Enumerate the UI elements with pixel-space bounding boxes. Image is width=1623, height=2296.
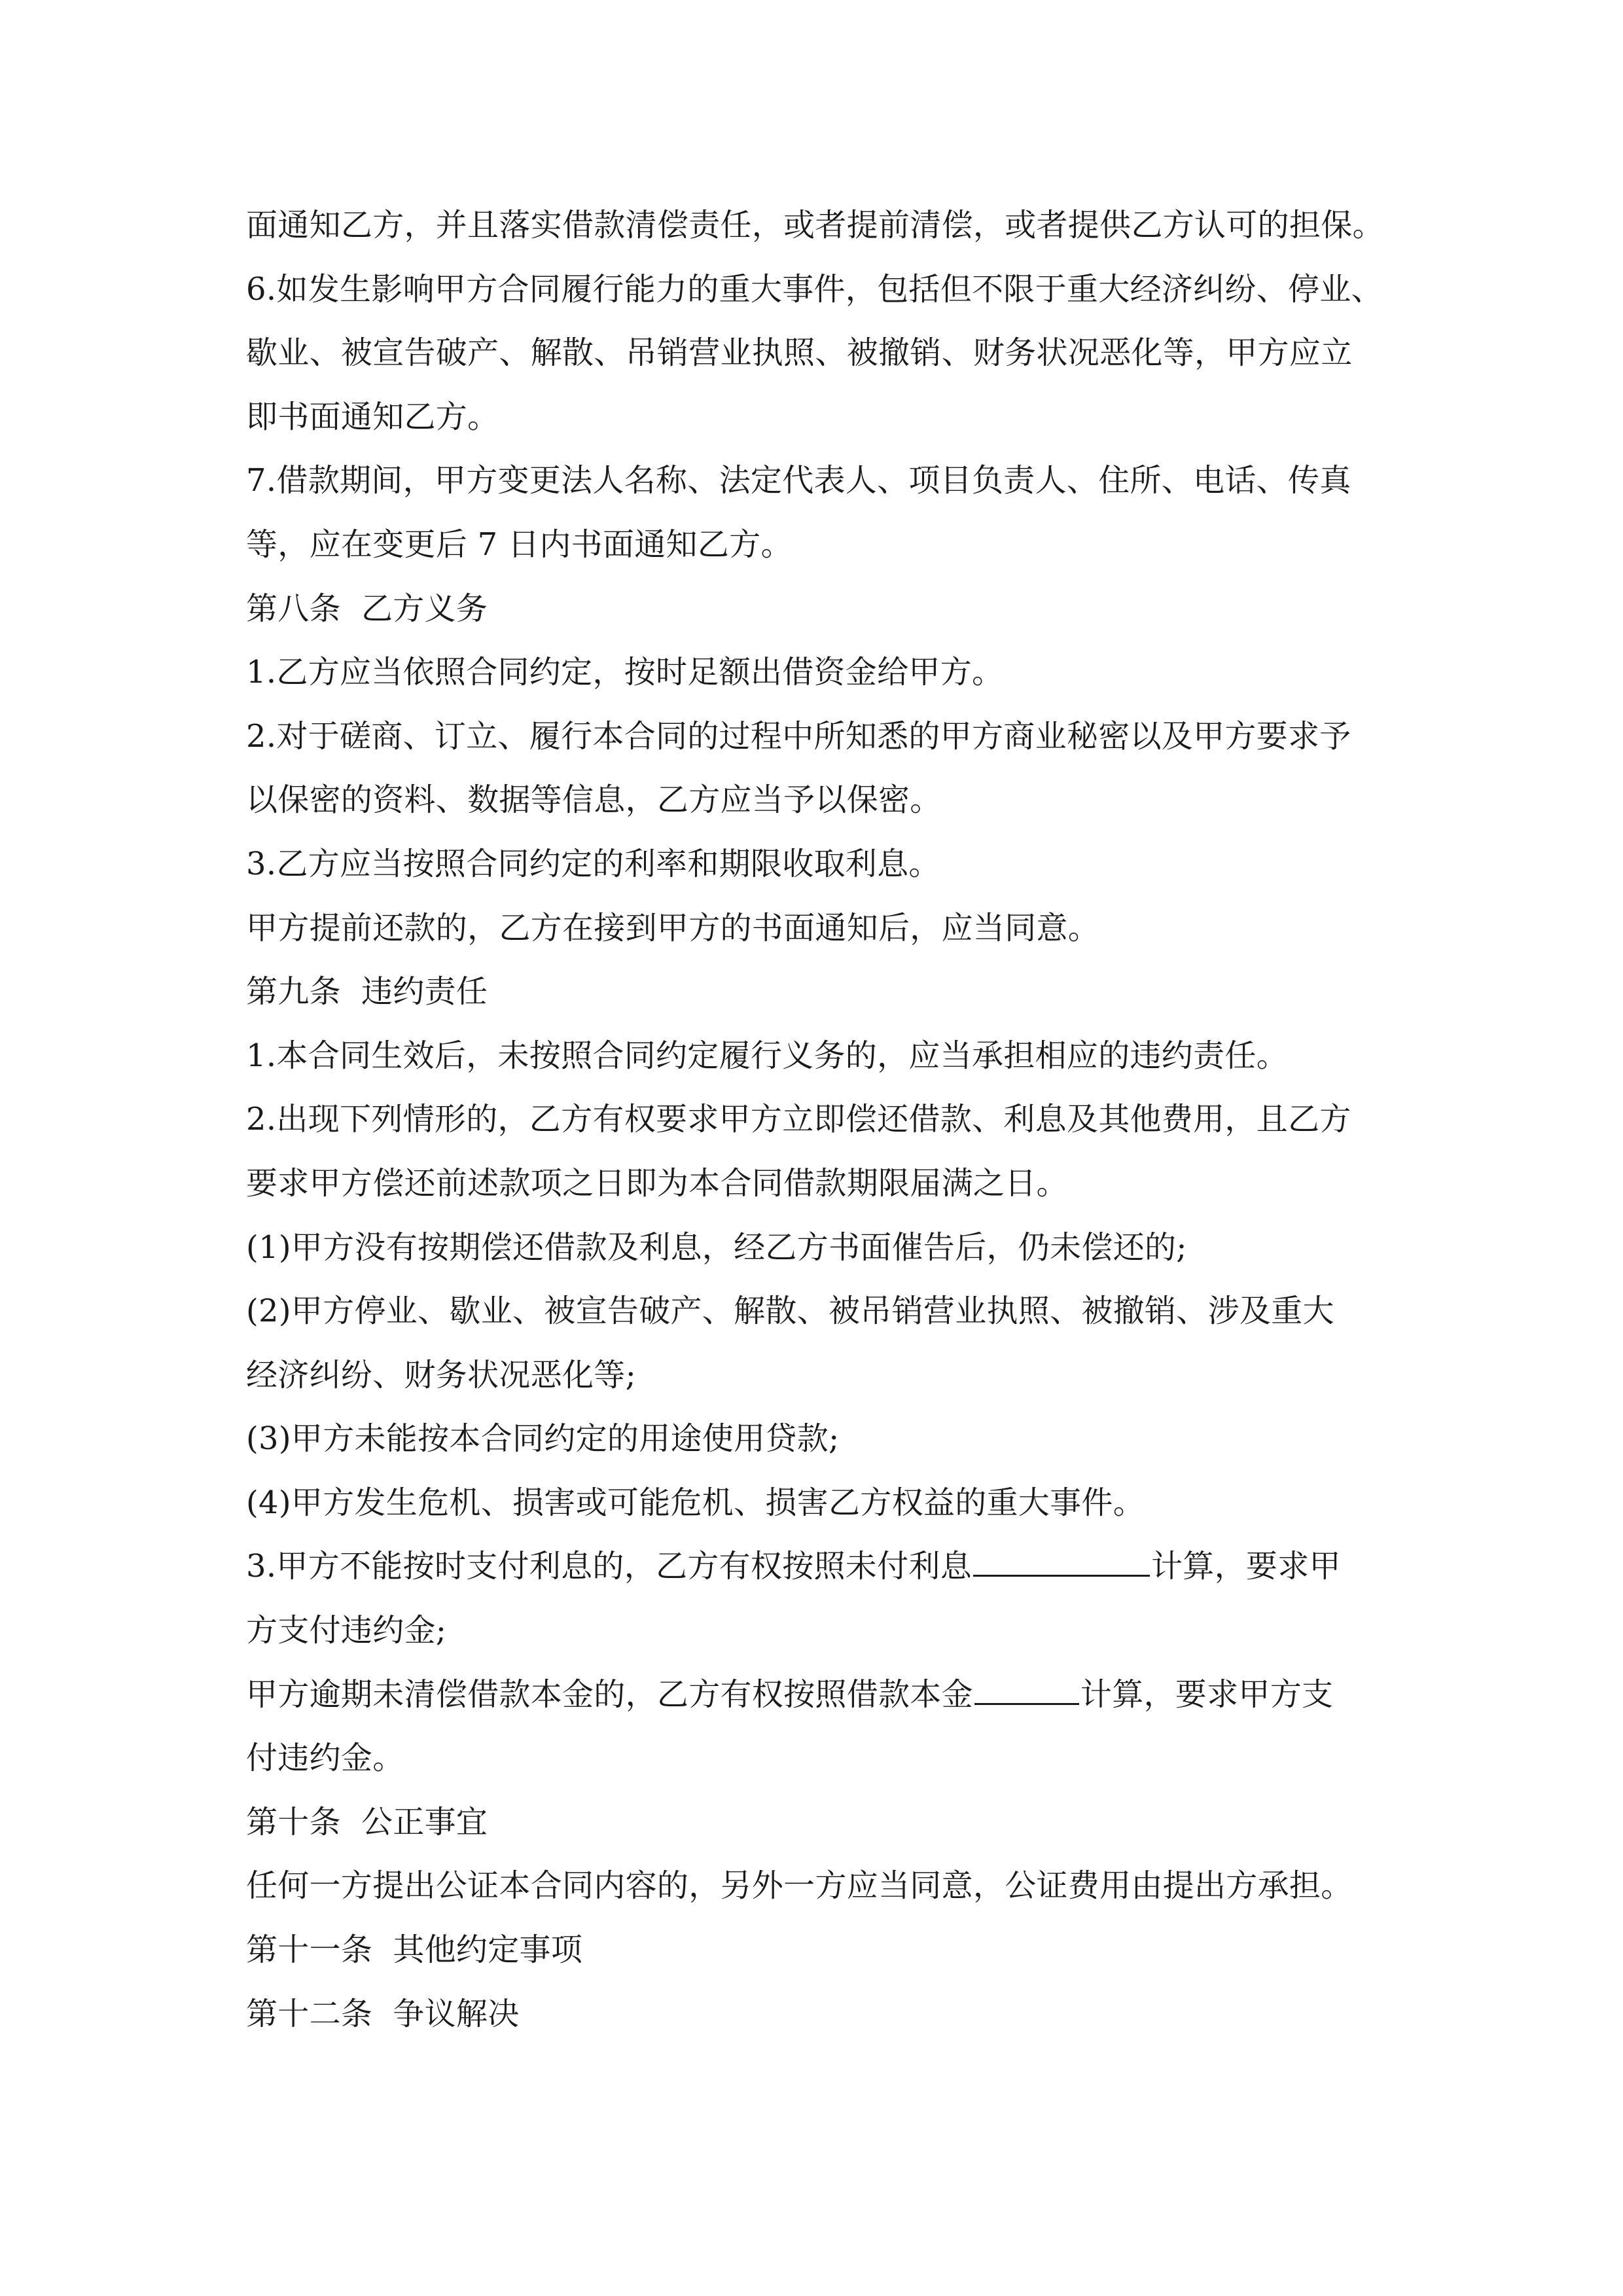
- text-line: 要求甲方偿还前述款项之日即为本合同借款期限届满之日。: [246, 1164, 1068, 1202]
- text-line: 2.对于磋商、订立、履行本合同的过程中所知悉的甲方商业秘密以及甲方要求予: [246, 717, 1351, 755]
- text-segment: 3.甲方不能按时支付利息的，乙方有权按照未付利息: [246, 1548, 972, 1585]
- text-line: 即书面通知乙方。: [246, 398, 499, 435]
- text-line: 任何一方提出公证本合同内容的，另外一方应当同意，公证费用由提出方承担。: [246, 1867, 1353, 1905]
- text-line: 2.出现下列情形的，乙方有权要求甲方立即偿还借款、利息及其他费用，且乙方: [246, 1101, 1351, 1138]
- text-line: 甲方提前还款的，乙方在接到甲方的书面通知后，应当同意。: [246, 909, 1100, 946]
- text-line: (1)甲方没有按期偿还借款及利息，经乙方书面催告后，仍未偿还的;: [246, 1229, 1187, 1266]
- text-line: 7.借款期间，甲方变更法人名称、法定代表人、项目负责人、住所、电话、传真: [246, 462, 1351, 499]
- text-line: 方支付违约金;: [246, 1612, 447, 1649]
- text-line-with-blank: [246, 1663, 1385, 1727]
- text-line: (3)甲方未能按本合同约定的用途使用贷款;: [246, 1420, 840, 1458]
- text-line: 6.如发生影响甲方合同履行能力的重大事件，包括但不限于重大经济纠纷、停业、: [246, 270, 1383, 308]
- text-segment: 计算，要求甲方支: [1080, 1676, 1334, 1713]
- section-heading: 第十二条 争议解决: [246, 1995, 520, 2032]
- fill-in-blank: [973, 1538, 1150, 1577]
- text-line: 3.乙方应当按照合同约定的利率和期限收取利息。: [246, 845, 940, 882]
- fill-in-blank: [974, 1666, 1079, 1705]
- text-segment: 甲方逾期未清偿借款本金的，乙方有权按照借款本金: [246, 1676, 973, 1713]
- section-heading: 第十一条 其他约定事项: [246, 1931, 583, 1969]
- text-line: (4)甲方发生危机、损害或可能危机、损害乙方权益的重大事件。: [246, 1484, 1145, 1521]
- text-line: 面通知乙方，并且落实借款清偿责任，或者提前清偿，或者提供乙方认可的担保。: [246, 207, 1384, 243]
- text-segment: 计算，要求甲: [1151, 1548, 1341, 1585]
- text-line: 1.乙方应当依照合同约定，按时足额出借资金给甲方。: [246, 654, 1004, 691]
- section-heading: 第八条 乙方义务: [246, 590, 488, 627]
- document-body: [246, 194, 1385, 2046]
- text-line: 经济纠纷、财务状况恶化等;: [246, 1356, 637, 1393]
- text-line: 等，应在变更后 7 日内书面通知乙方。: [246, 526, 793, 563]
- section-heading: 第十条 公正事宜: [246, 1803, 488, 1840]
- text-line: 付违约金。: [246, 1740, 404, 1777]
- text-line: 1.本合同生效后，未按照合同约定履行义务的，应当承担相应的违约责任。: [246, 1037, 1288, 1074]
- text-line-with-blank: [246, 1535, 1385, 1599]
- text-line: (2)甲方停业、歇业、被宣告破产、解散、被吊销营业执照、被撤销、涉及重大: [246, 1293, 1334, 1330]
- section-heading: 第九条 违约责任: [246, 973, 488, 1011]
- text-line: 歇业、被宣告破产、解散、吊销营业执照、被撤销、财务状况恶化等，甲方应立: [246, 334, 1353, 372]
- text-line: 以保密的资料、数据等信息，乙方应当予以保密。: [246, 781, 942, 819]
